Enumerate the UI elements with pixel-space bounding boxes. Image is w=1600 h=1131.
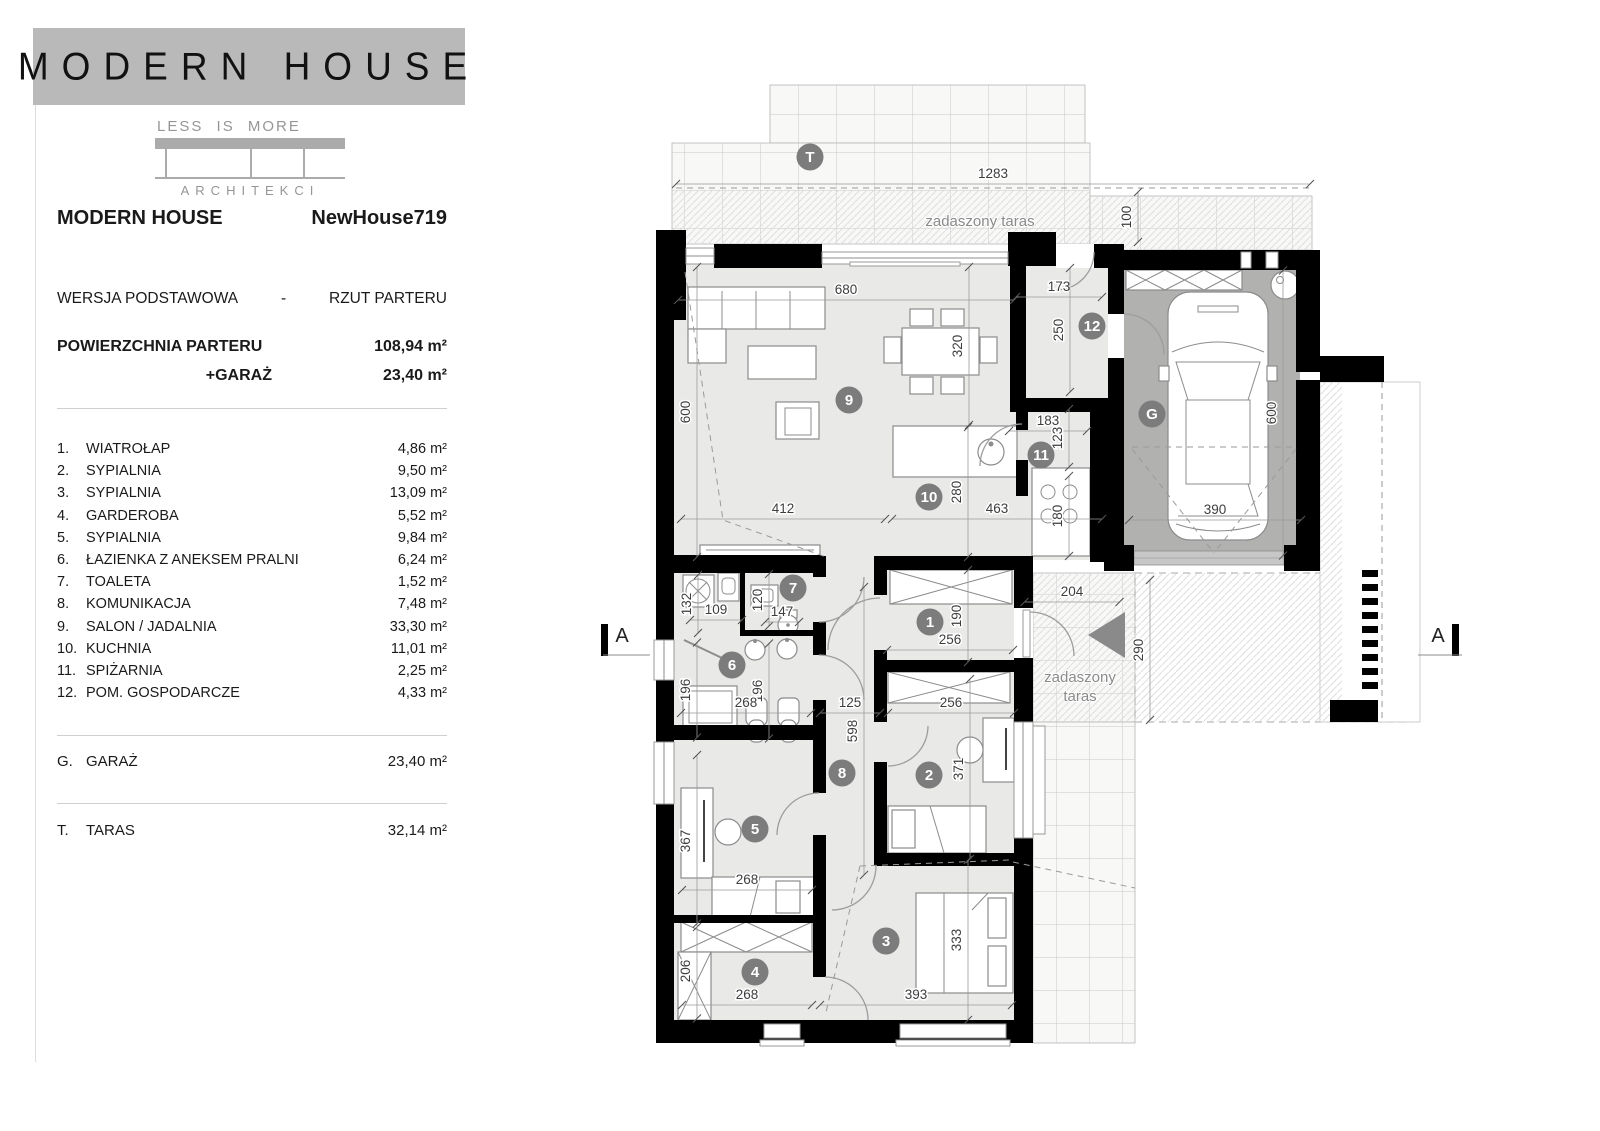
svg-text:9: 9 (844, 392, 854, 409)
summary-garage-label: +GARAŻ (205, 367, 272, 384)
svg-text:280: 280 (949, 480, 964, 504)
room-area: 13,09 m² (389, 485, 447, 502)
summary-floor-label: POWIERZCHNIA PARTERU (57, 338, 263, 355)
room-name: SALON / JADALNIA (86, 618, 217, 635)
svg-text:268: 268 (735, 987, 759, 1002)
bed-bedroom5 (712, 877, 814, 917)
room-number: 9. (57, 618, 70, 635)
architect-name: ARCHITEKCI (180, 183, 320, 198)
svg-text:196: 196 (678, 678, 693, 702)
svg-text:190: 190 (949, 604, 964, 628)
brand-logo-text: MODERN HOUSE (17, 44, 481, 88)
coffee-table (748, 346, 816, 379)
window-terrace-sliding (822, 252, 1008, 266)
terrace-name: TARAS (86, 822, 135, 839)
project-brand: MODERN HOUSE (57, 207, 223, 229)
plan-label-a: A (1431, 625, 1445, 647)
window-bedroom2 (1014, 722, 1045, 838)
svg-text:G: G (1146, 406, 1158, 423)
room-name: SPIŻARNIA (86, 662, 163, 679)
svg-text:183: 183 (1036, 413, 1060, 428)
svg-text:390: 390 (1203, 502, 1227, 517)
svg-text:7: 7 (788, 580, 798, 597)
room-name: GARDEROBA (86, 507, 179, 524)
room-area: 33,30 m² (389, 618, 447, 635)
room-marker-1 (917, 609, 944, 636)
room-area: 1,52 m² (397, 574, 447, 591)
svg-text:463: 463 (985, 501, 1009, 516)
room-marker-9 (836, 387, 863, 414)
plan-label-zadaszony: zadaszony (1044, 669, 1116, 686)
architect-tagline: LESS IS MORE (157, 118, 301, 135)
svg-text:268: 268 (734, 695, 758, 710)
bath-counter (718, 573, 739, 601)
room-marker-3 (873, 928, 900, 955)
plan-label-taras: taras (1063, 688, 1097, 705)
window-bedroom3 (896, 1024, 1010, 1046)
garage-letter: G. (57, 753, 73, 770)
room-marker-2 (916, 762, 943, 789)
garage-vent-2 (1266, 252, 1278, 268)
room-area: 7,48 m² (397, 596, 447, 613)
svg-text:250: 250 (1051, 318, 1066, 342)
room-area: 9,50 m² (397, 463, 447, 480)
svg-text:367: 367 (678, 829, 693, 853)
room-name: SYPIALNIA (86, 463, 161, 480)
svg-text:206: 206 (678, 959, 693, 983)
room-area: 5,52 m² (397, 507, 447, 524)
room-number: 4. (57, 507, 70, 524)
room-area: 4,86 m² (397, 441, 447, 458)
room-number: 12. (57, 685, 78, 702)
room-number: 10. (57, 640, 78, 657)
svg-text:680: 680 (834, 282, 858, 297)
svg-text:598: 598 (845, 719, 860, 743)
room-number: 5. (57, 529, 70, 546)
svg-text:109: 109 (704, 602, 728, 617)
room-marker-8 (829, 760, 856, 787)
svg-text:T: T (805, 149, 815, 166)
svg-text:100: 100 (1119, 205, 1134, 229)
garage-shelves (1126, 270, 1242, 290)
svg-text:4: 4 (750, 964, 760, 981)
room-marker-G (1139, 401, 1166, 428)
terrace-area: 32,14 m² (387, 822, 447, 839)
version-label: WERSJA PODSTAWOWA (57, 290, 239, 307)
room-marker-12 (1079, 313, 1106, 340)
terrace-letter: T. (57, 822, 69, 839)
summary-garage-value: 23,40 m² (382, 367, 447, 384)
svg-text:393: 393 (904, 987, 928, 1002)
plan-label-a: A (615, 625, 629, 647)
svg-text:268: 268 (735, 872, 759, 887)
window-garderoba (760, 1024, 804, 1046)
door-opening-room12 (1056, 244, 1094, 268)
garage-name: GARAŻ (86, 753, 138, 770)
svg-text:125: 125 (838, 695, 862, 710)
version-dash: - (280, 290, 287, 307)
svg-text:8: 8 (837, 765, 847, 782)
svg-text:196: 196 (750, 679, 765, 703)
svg-text:147: 147 (770, 604, 794, 619)
bed-bedroom3 (916, 893, 1013, 993)
room-name: ŁAZIENKA Z ANEKSEM PRALNI (86, 552, 299, 569)
project-model: NewHouse719 (311, 207, 447, 229)
svg-text:1283: 1283 (977, 166, 1009, 181)
room-marker-4 (742, 959, 769, 986)
room-number: 7. (57, 574, 70, 591)
kitchen-island (893, 426, 1017, 477)
room-marker-7 (780, 575, 807, 602)
plan-label-zadaszony-taras: zadaszony taras (925, 213, 1035, 230)
room-name: KUCHNIA (86, 640, 152, 657)
room-area: 9,84 m² (397, 529, 447, 546)
room-number: 3. (57, 485, 70, 502)
room-marker-6 (719, 652, 746, 679)
armchair (776, 402, 819, 439)
water-heater (1271, 271, 1299, 299)
svg-text:180: 180 (1050, 504, 1065, 528)
room-name: TOALETA (86, 574, 151, 591)
room-area: 6,24 m² (397, 552, 447, 569)
room-number: 6. (57, 552, 70, 569)
room-name: SYPIALNIA (86, 529, 161, 546)
garage-vent-1 (1241, 252, 1251, 268)
svg-text:371: 371 (951, 757, 966, 781)
svg-text:132: 132 (679, 592, 694, 616)
svg-text:204: 204 (1060, 584, 1084, 599)
svg-text:3: 3 (881, 933, 891, 950)
room-marker-10 (916, 484, 943, 511)
room-name: POM. GOSPODARCZE (86, 685, 240, 702)
svg-text:290: 290 (1131, 638, 1146, 662)
svg-text:12: 12 (1083, 318, 1101, 335)
summary-floor-value: 108,94 m² (374, 338, 447, 355)
svg-text:412: 412 (771, 501, 795, 516)
window-bath (654, 640, 674, 680)
garage-area: 23,40 m² (387, 753, 447, 770)
svg-text:1: 1 (925, 614, 935, 631)
room-area: 2,25 m² (397, 662, 447, 679)
room-number: 2. (57, 463, 70, 480)
svg-text:600: 600 (1264, 401, 1279, 425)
bed-bedroom2 (888, 806, 986, 853)
tv-bench (700, 545, 820, 556)
svg-text:11: 11 (1033, 447, 1049, 464)
room-marker-5 (742, 816, 769, 843)
svg-text:5: 5 (750, 821, 760, 838)
svg-text:120: 120 (750, 588, 765, 612)
svg-text:123: 123 (1050, 426, 1065, 450)
room-name: KOMUNIKACJA (86, 596, 191, 613)
wardrobe-entry (890, 570, 1012, 604)
room-area: 11,01 m² (390, 640, 447, 657)
room-number: 11. (57, 662, 77, 679)
svg-text:256: 256 (939, 695, 963, 710)
room-name: WIATROŁAP (86, 441, 171, 458)
room-name: SYPIALNIA (86, 485, 161, 502)
svg-text:600: 600 (678, 400, 693, 424)
window-top-left (686, 248, 714, 264)
wardrobe-garderoba-top (681, 922, 812, 952)
svg-text:256: 256 (938, 632, 962, 647)
room-marker-T (797, 144, 824, 171)
svg-text:6: 6 (727, 657, 737, 674)
room-marker-11 (1028, 442, 1055, 469)
room-number: 8. (57, 596, 70, 613)
window-bedroom5 (654, 742, 674, 804)
svg-text:2: 2 (924, 767, 934, 784)
svg-text:10: 10 (920, 489, 938, 506)
room-number: 1. (57, 441, 70, 458)
svg-text:173: 173 (1047, 279, 1071, 294)
version-plan: RZUT PARTERU (329, 290, 447, 307)
room-area: 4,33 m² (397, 685, 447, 702)
svg-text:333: 333 (949, 928, 964, 952)
svg-text:320: 320 (950, 334, 965, 358)
